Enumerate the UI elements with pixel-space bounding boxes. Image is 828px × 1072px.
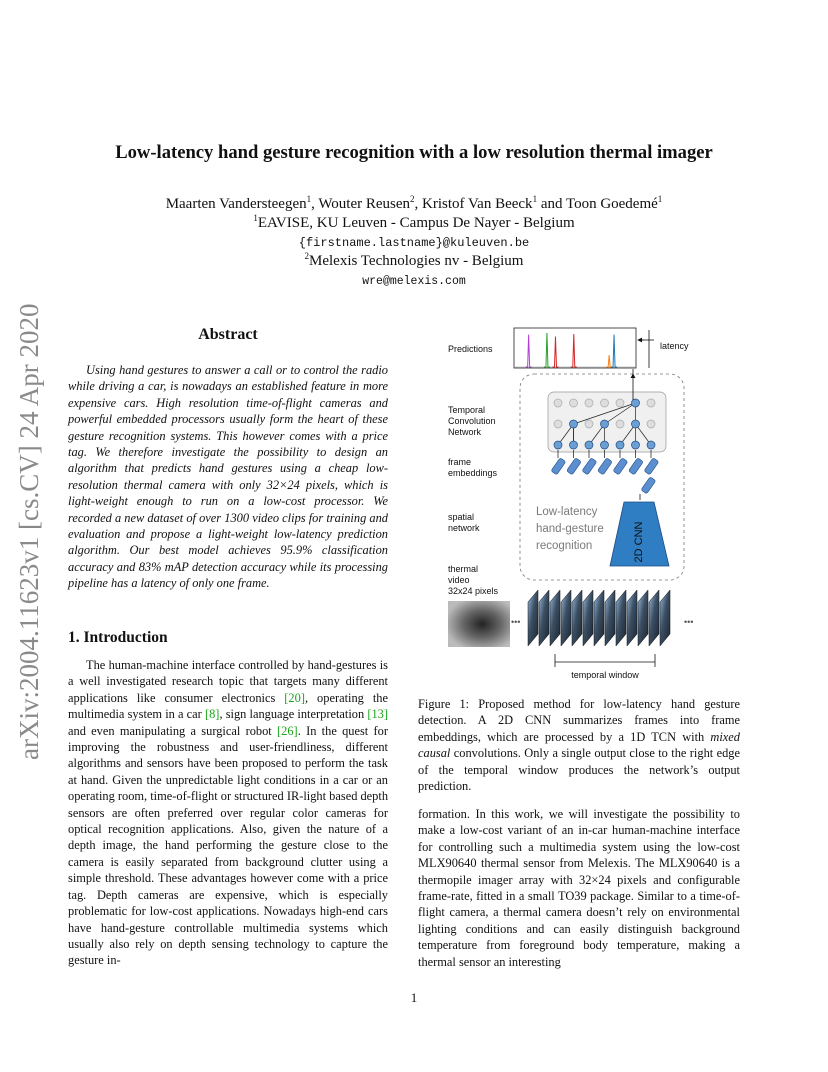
author-separator: and xyxy=(537,196,566,212)
video-frame xyxy=(605,590,615,646)
caption-text: Figure 1: Proposed method for low-latency hand gesture detection. A 2D CNN summarizes frames into frame embeddings, which are processed by a 1D TCN with xyxy=(418,697,740,744)
author-separator: , xyxy=(414,196,423,212)
author-name: Maarten Vandersteegen xyxy=(165,196,307,212)
video-frame xyxy=(528,590,538,646)
paper-title: Low-latency hand gesture recognition with a low resolution thermal imager xyxy=(115,142,713,163)
spatial-label-line-2: network xyxy=(448,523,480,533)
tcn-node xyxy=(554,420,562,428)
figure-caption xyxy=(418,696,740,794)
arxiv-identifier: arXiv:2004.11623v1 [cs.CV] 24 Apr 2020 xyxy=(14,303,44,760)
embeddings-label-line-2: embeddings xyxy=(448,468,498,478)
tcn-node xyxy=(647,441,655,449)
author-list xyxy=(0,196,828,213)
tcn-node xyxy=(632,399,640,407)
tcn-node xyxy=(616,420,624,428)
tcn-node xyxy=(647,399,655,407)
intro-text: . In the quest for improving the robustness and user-friendliness, different algorithms and sensors have been proposed to perform the task at hand. Given the unpredictable light conditions in a car or an operating room, time-of-flight or structured IR-light based depth sensors are often preferred over regular color cameras for optical recognition applications. Also, given the nature of a depth image, the hand performing the gesture close to the camera is easily separated from background clutter using a simple threshold. These advantages however come with a price tag. Depth cameras are expensive, which is especially problematic for low-cost applications. Nowadays high-end cars have hand-gesture controllable multimedia systems which usually also rely on depth sensing technology to capture the gesture in- xyxy=(68,723,389,968)
frame-embeddings xyxy=(551,450,659,475)
author-affiliation-mark: 1 xyxy=(306,194,312,204)
caption-text: convolutions. Only a single output close to the right edge of the temporal window produces the network’s output prediction. xyxy=(418,746,740,794)
tcn-node xyxy=(616,441,624,449)
video-frame xyxy=(649,590,659,646)
affiliation-2 xyxy=(0,253,828,270)
tcn-node xyxy=(570,399,578,407)
abstract-heading: Abstract xyxy=(198,326,258,343)
caption-emphasis: mixed causal xyxy=(418,729,740,761)
embedding-vector xyxy=(566,458,581,475)
embedding-vector xyxy=(597,458,612,475)
video-label-line-2: video xyxy=(448,575,470,585)
tcn-node xyxy=(632,420,640,428)
tcn-node xyxy=(585,420,593,428)
prediction-peak xyxy=(544,333,550,367)
body-paragraph-right: formation. In this work, we will investigate the possibility to make a low-cost variant of an in-car human-machine interface for controlling such a multimedia system using the low-cost MLX90640 thermal sensor from Melexis. The MLX90640 is a thermopile imager array with 32×24 pixels and configurable frame-rate, fitted in a small TO39 package. Similar to a time-of-flight camera, a thermal camera doesn’t rely on environmental lighting conditions and can easily distinguish background temperature from foreground body temperature, making a thermal sensor an interesting xyxy=(418,807,740,969)
thermal-frame-thumbnail xyxy=(448,601,510,647)
video-frame xyxy=(660,590,670,646)
frame-dots-right: ••• xyxy=(684,617,694,627)
video-frame xyxy=(627,590,637,646)
embedding-vector xyxy=(628,458,643,475)
tcn-node xyxy=(554,441,562,449)
video-frame xyxy=(539,590,549,646)
spatial-label-line-1: spatial xyxy=(448,512,475,522)
affiliation-mark: 2 xyxy=(304,251,309,261)
citation-link[interactable]: [26] xyxy=(277,723,298,738)
author-affiliation-mark: 2 xyxy=(410,194,415,204)
tcn-label-line-1: Temporal xyxy=(448,405,486,415)
intro-text: The human-machine interface controlled by hand-gestures is a well investigated research topic that targets many different applications like consumer electronics xyxy=(68,658,388,705)
embedding-vector xyxy=(582,458,597,475)
video-frame-stack xyxy=(528,590,670,646)
latency-label: latency xyxy=(660,341,689,351)
prediction-peak xyxy=(552,337,558,367)
author-name: Kristof Van Beeck xyxy=(422,196,533,212)
email-1: {firstname.lastname}@kuleuven.be xyxy=(298,236,530,250)
author-name: Wouter Reusen xyxy=(318,196,411,212)
new-embedding-marker xyxy=(641,477,656,494)
section-heading-introduction: 1. Introduction xyxy=(68,629,168,646)
cnn-label: 2D CNN xyxy=(633,521,645,563)
tcn-node xyxy=(632,441,640,449)
prediction-peak xyxy=(571,334,577,367)
intro-text: and even manipulating a surgical robot xyxy=(68,723,278,738)
video-frame xyxy=(616,590,626,646)
tcn-node xyxy=(570,441,578,449)
embedding-vector xyxy=(613,458,628,475)
intro-text: , sign language interpretation xyxy=(219,707,368,722)
video-frame xyxy=(550,590,560,646)
introduction-paragraph xyxy=(68,657,388,969)
citation-link[interactable]: [20] xyxy=(284,690,305,705)
affiliation-text: Melexis Technologies nv - Belgium xyxy=(309,253,524,269)
tcn-node xyxy=(601,420,609,428)
predictions-label: Predictions xyxy=(448,344,493,354)
video-frame xyxy=(594,590,604,646)
affiliation-text: EAVISE, KU Leuven - Campus De Nayer - Belgium xyxy=(257,215,575,231)
citation-link[interactable]: [13] xyxy=(367,707,388,722)
embedding-vector xyxy=(644,458,659,475)
tcn-node xyxy=(601,441,609,449)
author-separator: , xyxy=(311,196,319,212)
tcn-node xyxy=(616,399,624,407)
frame-dots-left: ••• xyxy=(511,617,521,627)
prediction-peak xyxy=(526,335,532,367)
prediction-peaks xyxy=(514,333,636,367)
email-2: wre@melexis.com xyxy=(362,275,466,288)
embeddings-label-line-1: frame xyxy=(448,457,472,467)
abstract-body: Using hand gestures to answer a call or to control the radio while driving a car, is nowadays an established feature in more expensive cars. High resolution time-of-flight cameras and powerful embedded processors usually form the heart of these gesture recognition systems. This however comes with a price tag. We therefore investigate the possibility to design an algorithm that predicts hand gestures using a cheap low-resolution thermal camera with only 32×24 pixels, which is light-weight enough to run on a low-cost processor. We recorded a new dataset of over 1300 video clips for training and evaluation and propose a light-weight low-latency prediction algorithm. Our best model achieves 95.9% classification accuracy and 83% mAP detection accuracy while its processing pipeline has a latency of only one frame. xyxy=(68,363,388,591)
video-frame xyxy=(572,590,582,646)
overlay-text-line-1: Low-latency xyxy=(536,506,598,518)
intro-text: , operating the multimedia system in a car xyxy=(68,690,388,722)
video-label-line-1: thermal xyxy=(448,564,479,574)
tcn-node xyxy=(647,420,655,428)
tcn-node xyxy=(554,399,562,407)
predictions-plot xyxy=(514,328,636,368)
page-number: 1 xyxy=(410,990,418,1005)
tcn-node xyxy=(585,399,593,407)
embedding-vector xyxy=(551,458,566,475)
prediction-peak xyxy=(606,355,612,367)
overlay-text-line-3: recognition xyxy=(536,540,593,552)
citation-link[interactable]: [8] xyxy=(204,707,220,722)
video-label-line-3: 32x24 pixels xyxy=(448,586,499,596)
temporal-window-label: temporal window xyxy=(571,670,639,680)
tcn-node xyxy=(601,399,609,407)
tcn-label-line-3: Network xyxy=(448,427,482,437)
video-frame xyxy=(638,590,648,646)
author-affiliation-mark: 1 xyxy=(532,194,538,204)
author-affiliation-mark: 1 xyxy=(657,194,663,204)
author-name: Toon Goedemé xyxy=(565,196,658,212)
prediction-peak xyxy=(611,335,617,367)
overlay-text-line-2: hand-gesture xyxy=(536,523,604,535)
video-frame xyxy=(583,590,593,646)
tcn-node xyxy=(585,441,593,449)
tcn-label-line-2: Convolution xyxy=(448,416,496,426)
tcn-node xyxy=(570,420,578,428)
affiliation-mark: 1 xyxy=(253,213,258,223)
figure-1-diagram xyxy=(418,322,740,687)
affiliation-1 xyxy=(0,215,828,232)
video-frame xyxy=(561,590,571,646)
